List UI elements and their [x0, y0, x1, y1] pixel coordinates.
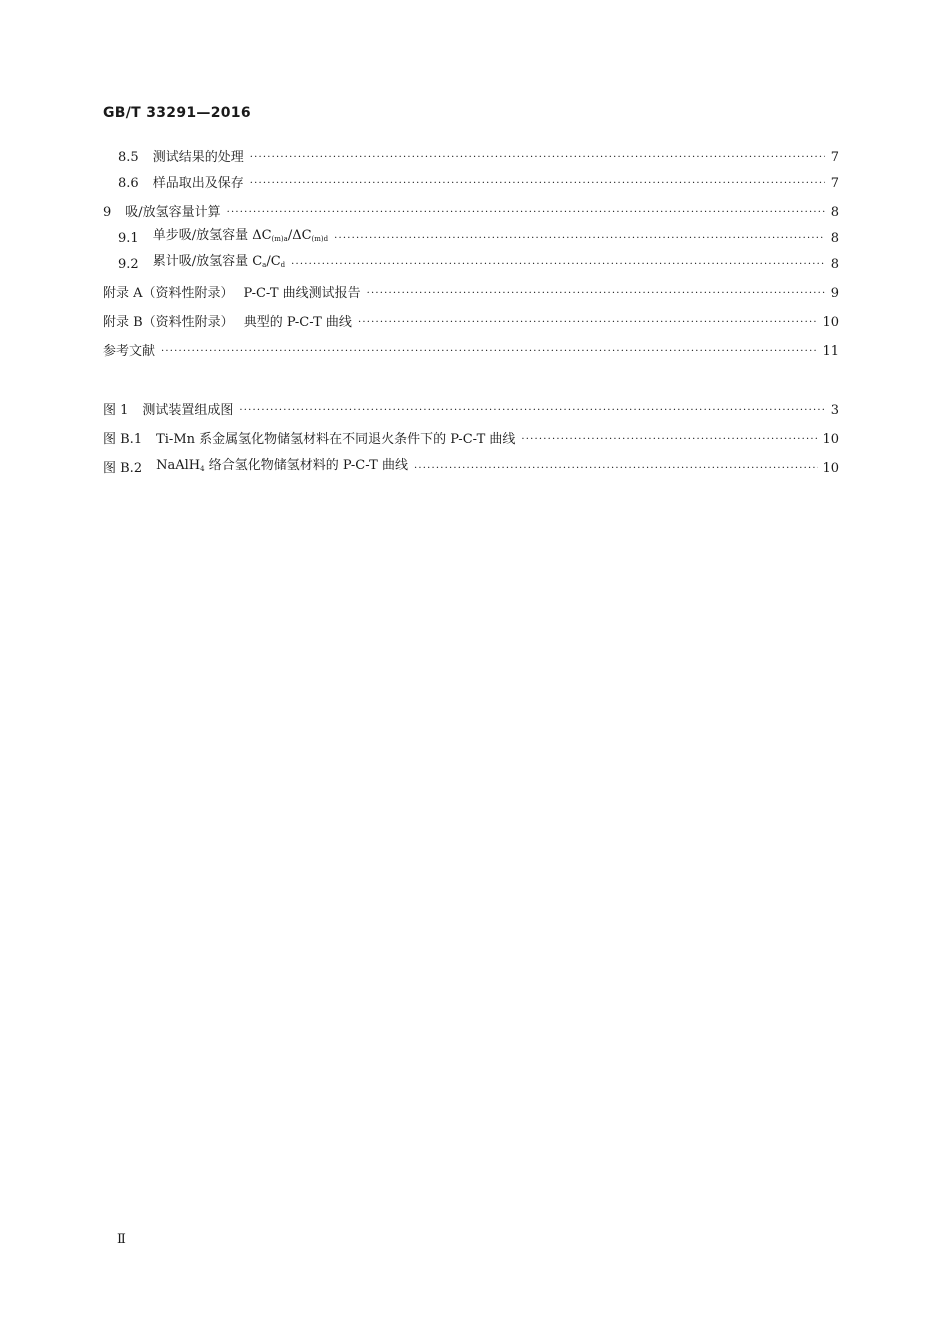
toc-entry-appendix-a[interactable] — [103, 282, 839, 302]
toc-entry-8-6[interactable] — [118, 172, 839, 192]
toc-entry-page: 9 — [830, 286, 839, 301]
figure-entry-page: 3 — [830, 403, 839, 418]
figure-entry-title — [156, 458, 408, 477]
dot-leader — [250, 150, 825, 166]
toc-entry-title: 测试结果的处理 — [152, 150, 244, 165]
title-text: NaAlH — [156, 458, 201, 473]
toc-entry-title: 典型的 P-C-T 曲线 — [243, 315, 352, 330]
toc-entry-page: 8 — [830, 231, 839, 246]
figure-entry-page: 10 — [822, 432, 839, 447]
figure-entry-title: Ti-Mn 系金属氢化物储氢材料在不同退火条件下的 P-C-T 曲线 — [156, 432, 516, 447]
toc-entry-number: 8.6 — [118, 176, 139, 191]
title-text: 累计吸/放氢容量 C — [152, 254, 263, 269]
toc-entry-9[interactable] — [103, 201, 839, 221]
toc-entry-title: 样品取出及保存 — [152, 176, 244, 191]
toc-entry-number: 附录 A（资料性附录） — [103, 286, 234, 301]
toc-entry-title: 吸/放氢容量计算 — [125, 205, 221, 220]
toc-entry-page: 8 — [830, 205, 839, 220]
title-text: 单步吸/放氢容量 ΔC — [152, 228, 272, 243]
toc-entry-references[interactable] — [103, 340, 839, 360]
toc-entry-8-5[interactable] — [118, 146, 839, 166]
dot-leader — [239, 403, 825, 419]
subscript: (m)a — [271, 235, 288, 243]
dot-leader — [334, 231, 825, 247]
toc-entry-number: 9.2 — [118, 257, 139, 272]
toc-entry-page: 11 — [822, 344, 839, 359]
toc-entry-title — [153, 228, 328, 247]
dot-leader — [367, 286, 825, 302]
figure-entry-1[interactable] — [103, 399, 839, 419]
subscript: d — [280, 261, 286, 269]
toc-entry-number: 附录 B（资料性附录） — [103, 315, 234, 330]
toc-entry-9-2[interactable] — [118, 253, 839, 273]
dot-leader — [521, 432, 818, 448]
dot-leader — [358, 315, 819, 331]
toc-entry-page: 7 — [830, 176, 839, 191]
toc-entry-number: 8.5 — [118, 150, 139, 165]
toc-entry-page: 8 — [830, 257, 839, 272]
title-text: 络合氢化物储氢材料的 P-C-T 曲线 — [204, 458, 408, 473]
figure-entry-number: 图 1 — [103, 403, 129, 418]
figure-entry-title: 测试装置组成图 — [142, 403, 234, 418]
subscript: a — [262, 261, 267, 269]
subscript: 4 — [200, 465, 205, 473]
dot-leader — [414, 461, 819, 477]
figure-entry-b1[interactable] — [103, 428, 839, 448]
dot-leader — [227, 205, 825, 221]
figure-entry-number: 图 B.1 — [103, 432, 143, 447]
figure-entry-number: 图 B.2 — [103, 461, 143, 476]
dot-leader — [250, 176, 825, 192]
toc-entry-number: 9.1 — [118, 231, 139, 246]
page-number: Ⅱ — [117, 1232, 126, 1247]
subscript: (m)d — [311, 235, 329, 243]
dot-leader — [161, 344, 818, 360]
figure-entry-page: 10 — [822, 461, 839, 476]
standard-code: GB/T 33291—2016 — [103, 105, 251, 121]
toc-entry-number: 9 — [103, 205, 112, 220]
toc-entry-appendix-b[interactable] — [103, 311, 839, 331]
toc-entry-title — [153, 254, 285, 273]
toc-entry-page: 7 — [830, 150, 839, 165]
figure-entry-b2[interactable] — [103, 457, 839, 477]
toc-entry-title: 参考文献 — [103, 344, 156, 359]
dot-leader — [291, 257, 825, 273]
toc-entry-title: P-C-T 曲线测试报告 — [243, 286, 361, 301]
toc-entry-page: 10 — [822, 315, 839, 330]
title-text: /C — [266, 254, 281, 269]
title-text: /ΔC — [287, 228, 312, 243]
toc-entry-9-1[interactable] — [118, 227, 839, 247]
